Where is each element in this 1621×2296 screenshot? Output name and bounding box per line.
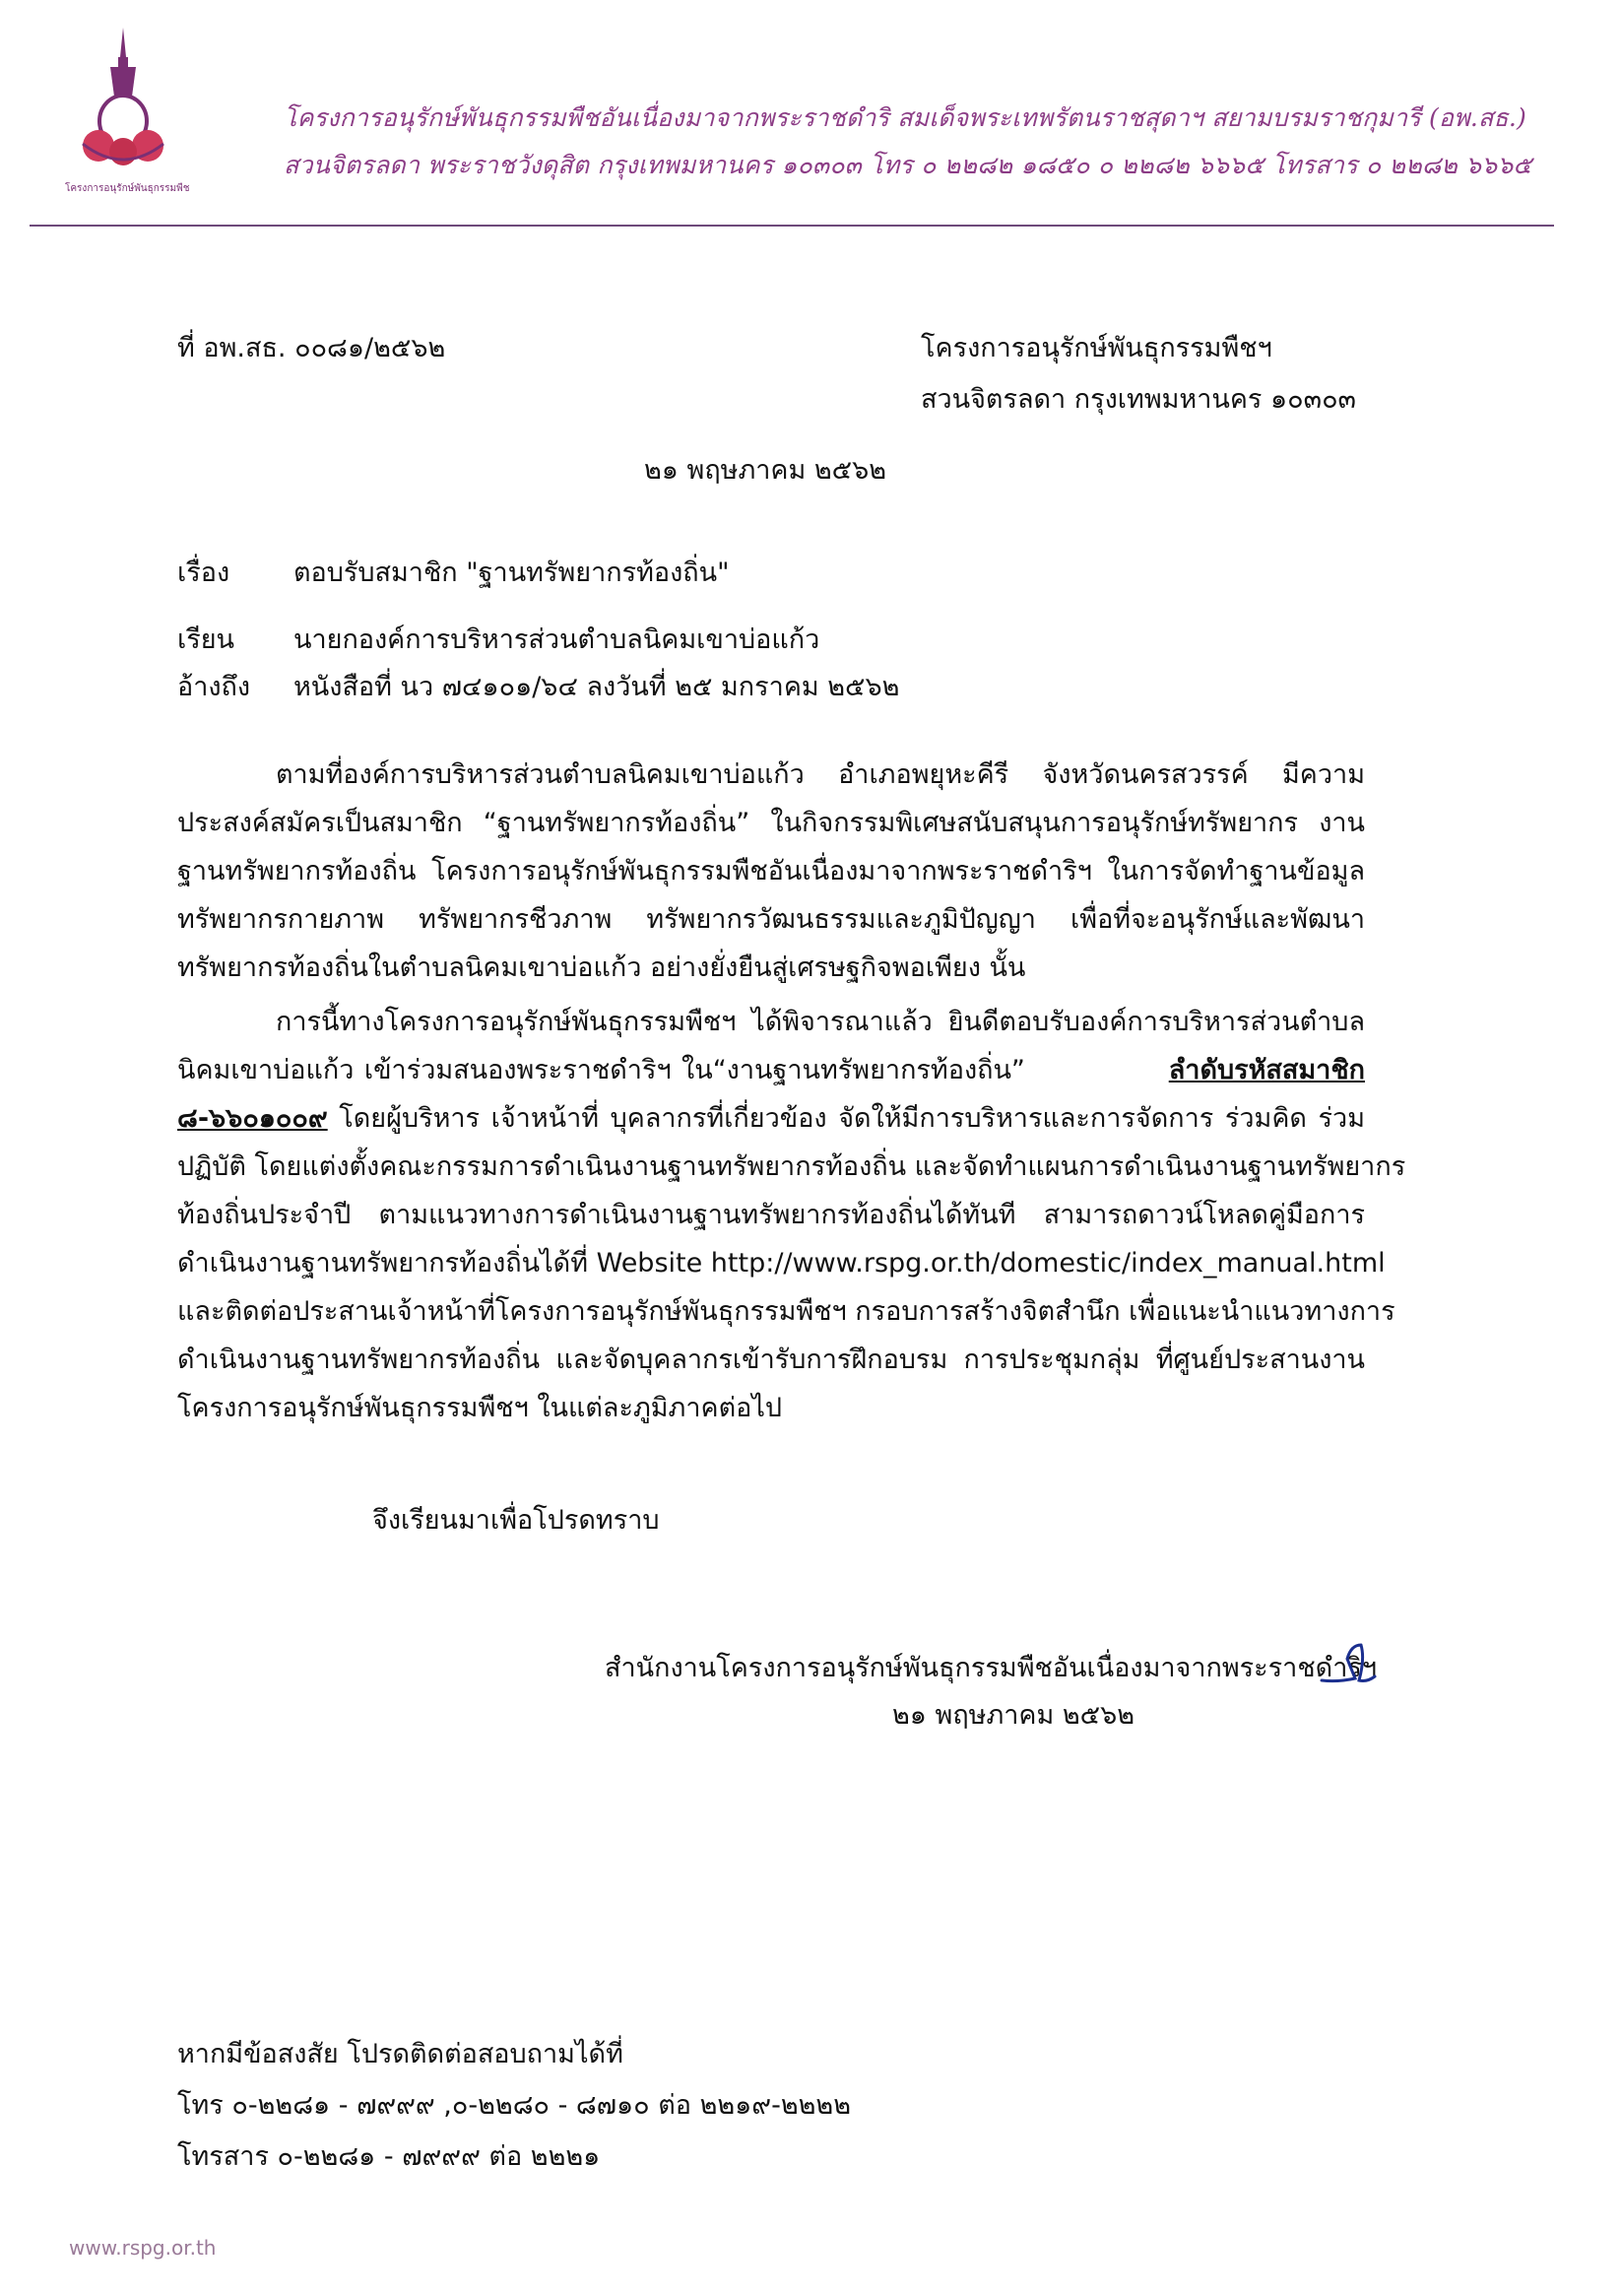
paragraph-2-line: โครงการอนุรักษ์พันธุกรรมพืชฯ ในแต่ละภูมิภาคต่อไป: [177, 1393, 783, 1423]
paragraph-2-line: และติดต่อประสานเจ้าหน้าที่โครงการอนุรักษ์พันธุกรรมพืชฯ กรอบการสร้างจิตสำนึก เพื่อแนะนำแนวทางการ: [177, 1296, 1395, 1327]
paragraph-1-line: ตามที่องค์การบริหารส่วนตำบลนิคมเขาบ่อแก้ว อำเภอพยุหะคีรี จังหวัดนครสวรรค์ มีความ: [276, 759, 1365, 790]
royal-crest-icon: [69, 28, 177, 195]
subject-label: เรื่อง: [177, 558, 230, 588]
sender-line-2: สวนจิตรลดา กรุงเทพมหานคร ๑๐๓๐๓: [921, 384, 1357, 415]
paragraph-2-line: ดำเนินงานฐานทรัพยากรท้องถิ่น และจัดบุคลากรเข้ารับการฝึกอบรม การประชุมกลุ่ม ที่ศูนย์ประสานงาน: [177, 1345, 1365, 1375]
paragraph-2: [177, 998, 1406, 1432]
paragraph-1-line: ทรัพยากรท้องถิ่นในตำบลนิคมเขาบ่อแก้ว อย่างยั่งยืนสู่เศรษฐกิจพอเพียง นั้น: [177, 952, 1026, 983]
member-code-label: ลำดับรหัสสมาชิก: [1168, 1055, 1366, 1085]
subject-value: ตอบรับสมาชิก "ฐานทรัพยากรท้องถิ่น": [293, 558, 730, 588]
reference-label: อ้างถึง: [177, 672, 251, 702]
paragraph-2-line: ท้องถิ่นประจำปี ตามแนวทางการดำเนินงานฐานทรัพยากรท้องถิ่นได้ทันที สามารถดาวน์โหลดคู่มือการ: [177, 1200, 1365, 1230]
contact-fax: โทรสาร ๐-๒๒๘๑ - ๗๙๙๙ ต่อ ๒๒๒๑: [177, 2141, 601, 2172]
recipient-value: นายกองค์การบริหารส่วนตำบลนิคมเขาบ่อแก้ว: [293, 624, 820, 655]
handwritten-signature-icon: [1318, 1639, 1377, 1688]
paragraph-1-line: ประสงค์สมัครเป็นสมาชิก “ฐานทรัพยากรท้องถิ่น” ในกิจกรรมพิเศษสนับสนุนการอนุรักษ์ทรัพยากร งาน: [177, 808, 1365, 838]
paragraph-2-line: ดำเนินงานฐานทรัพยากรท้องถิ่นได้ที่ Website http://www.rspg.or.th/domestic/index_manual.html: [177, 1248, 1386, 1279]
letterhead-divider: [30, 225, 1554, 227]
signature-date: ๒๑ พฤษภาคม ๒๕๖๒: [892, 1700, 1135, 1731]
member-code: ๘-๖๖๐๑๐๐๙: [177, 1103, 328, 1134]
paragraph-1-line: ทรัพยากรกายภาพ ทรัพยากรชีวภาพ ทรัพยากรวัฒนธรรมและภูมิปัญญา เพื่อที่จะอนุรักษ์และพัฒนา: [177, 904, 1365, 935]
paragraph-2-line: การนี้ทางโครงการอนุรักษ์พันธุกรรมพืชฯ ได้พิจารณาแล้ว ยินดีตอบรับองค์การบริหารส่วนตำบล: [276, 1007, 1365, 1037]
paragraph-2-line: ปฏิบัติ โดยแต่งตั้งคณะกรรมการดำเนินงานฐานทรัพยากรท้องถิ่น และจัดทำแผนการดำเนินงานฐานทรัพยากร: [177, 1151, 1406, 1182]
organization-logo: [65, 28, 190, 195]
sender-line-1: โครงการอนุรักษ์พันธุกรรมพืชฯ: [921, 333, 1272, 363]
paragraph-2-line-3-text: โดยผู้บริหาร เจ้าหน้าที่ บุคลากรที่เกี่ยวข้อง จัดให้มีการบริหารและการจัดการ ร่วมคิด ร่วม: [327, 1103, 1365, 1134]
letterhead-address-line: สวนจิตรลดา พระราชวังดุสิต กรุงเทพมหานคร ๑๐๓๐๓ โทร ๐ ๒๒๘๒ ๑๘๕๐ ๐ ๒๒๘๒ ๖๖๖๕ โทรสาร ๐ ๒๒๘๒ ๖๖๖๕: [284, 151, 1532, 179]
footer-url: www.rspg.or.th: [69, 2236, 217, 2260]
signature-office: สำนักงานโครงการอนุรักษ์พันธุกรรมพืชอันเนื่องมาจากพระราชดำริฯ: [605, 1653, 1378, 1683]
recipient-label: เรียน: [177, 624, 235, 655]
letterhead-org-line: โครงการอนุรักษ์พันธุกรรมพืชอันเนื่องมาจากพระราชดำริ สมเด็จพระเทพรัตนราชสุดาฯ สยามบรมราชกุมารี (อพ.สธ.): [284, 103, 1526, 132]
paragraph-2-line: [177, 1046, 1365, 1094]
paragraph-2-line: [177, 1094, 1365, 1143]
reference-value: หนังสือที่ นว ๗๔๑๐๑/๖๔ ลงวันที่ ๒๕ มกราคม ๒๕๖๒: [293, 672, 900, 702]
closing-text: จึงเรียนมาเพื่อโปรดทราบ: [372, 1505, 660, 1536]
paragraph-2-line-2-text: นิคมเขาบ่อแก้ว เข้าร่วมสนองพระราชดำริฯ ใน“งานฐานทรัพยากรท้องถิ่น”: [177, 1055, 1025, 1085]
letter-date: ๒๑ พฤษภาคม ๒๕๖๒: [644, 455, 887, 486]
contact-heading: หากมีข้อสงสัย โปรดติดต่อสอบถามได้ที่: [177, 2039, 623, 2069]
signature-mark: [1318, 1639, 1377, 1692]
contact-phone: โทร ๐-๒๒๘๑ - ๗๙๙๙ ,๐-๒๒๘๐ - ๘๗๑๐ ต่อ ๒๒๑๙-๒๒๒๒: [177, 2090, 852, 2121]
reference-number: ที่ อพ.สธ. ๐๐๘๑/๒๕๖๒: [177, 333, 446, 363]
logo-caption: โครงการอนุรักษ์พันธุกรรมพืช: [65, 183, 190, 194]
paragraph-1-line: ฐานทรัพยากรท้องถิ่น โครงการอนุรักษ์พันธุกรรมพืชอันเนื่องมาจากพระราชดำริฯ ในการจัดทำฐานข้อมูล: [177, 856, 1365, 886]
paragraph-1: [177, 751, 1365, 992]
